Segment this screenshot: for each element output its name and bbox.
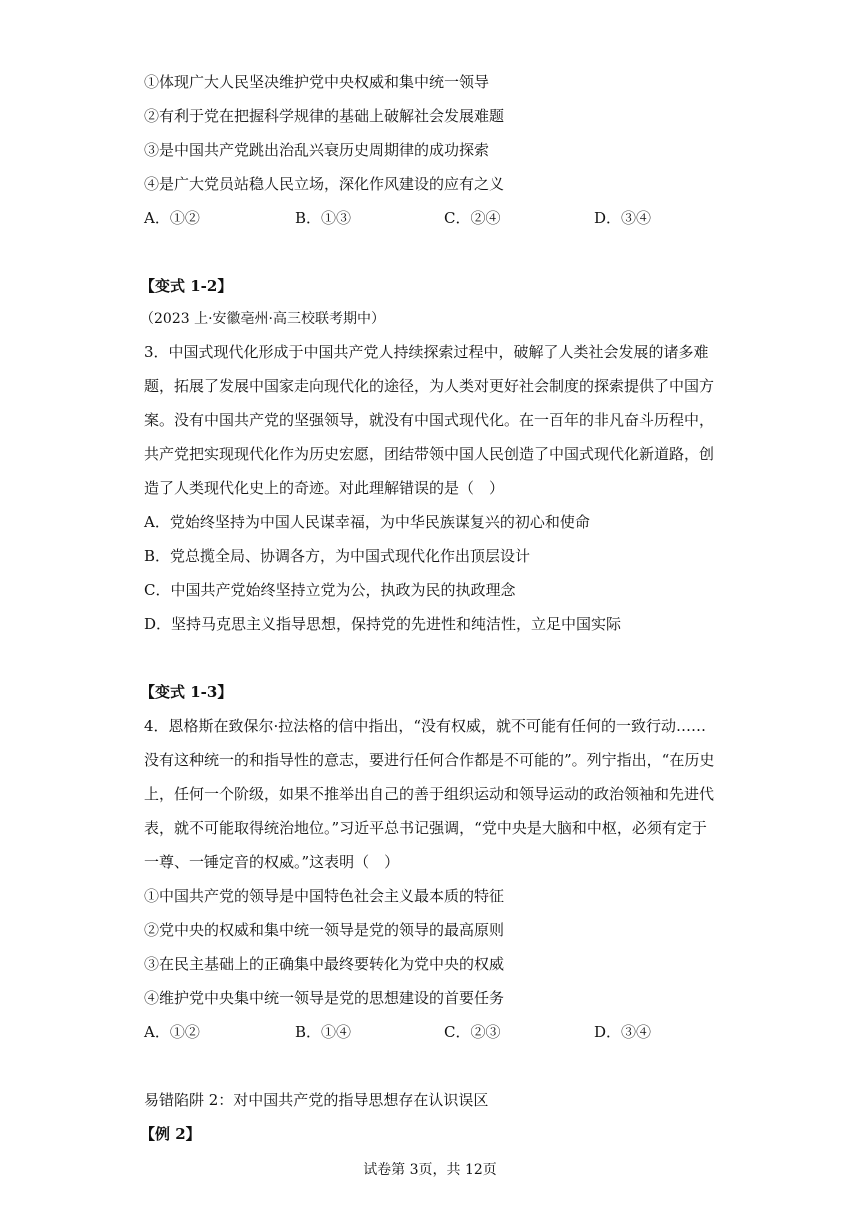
option-d: D．③④	[594, 1023, 652, 1041]
question-stem-line: 4．恩格斯在致保尔·拉法格的信中指出，“没有权威，就不可能有任何的一致行动……	[144, 717, 706, 735]
question-stem-line: 共产党把实现现代化作为历史宏愿，团结带领中国人民创造了中国式现代化新道路，创	[144, 445, 715, 463]
question-stem-line: 上，任何一个阶级，如果不推举出自己的善于组织运动和领导运动的政治领袖和先进代	[144, 785, 715, 803]
option-a: A．党始终坚持为中国人民谋幸福，为中华民族谋复兴的初心和使命	[144, 513, 590, 531]
option-b: B．党总揽全局、协调各方，为中国式现代化作出顶层设计	[144, 547, 531, 565]
variant-heading: 【变式 1-2】	[140, 277, 233, 295]
question-stem-line: 3．中国式现代化形成于中国共产党人持续探索过程中，破解了人类社会发展的诸多难	[144, 343, 709, 361]
question-stem-line: 一尊、一锤定音的权威。”这表明（ ）	[144, 853, 400, 871]
section-title: 易错陷阱 2：对中国共产党的指导思想存在认识误区	[144, 1091, 489, 1109]
option-a: A．①②	[144, 209, 200, 227]
statement-4: ④是广大党员站稳人民立场，深化作风建设的应有之义	[144, 175, 505, 193]
statement-3: ③是中国共产党跳出治乱兴衰历史周期律的成功探索	[144, 141, 490, 159]
statement-3: ③在民主基础上的正确集中最终要转化为党中央的权威	[144, 955, 505, 973]
question-stem-line: 没有这种统一的和指导性的意志，要进行任何合作都是不可能的”。列宁指出，“在历史	[144, 751, 715, 769]
statement-2: ②党中央的权威和集中统一领导是党的领导的最高原则	[144, 921, 505, 939]
option-c: C．②③	[444, 1023, 501, 1041]
option-b: B．①③	[295, 209, 352, 227]
example-heading: 【例 2】	[140, 1125, 201, 1143]
statement-1: ①体现广大人民坚决维护党中央权威和集中统一领导	[144, 73, 490, 91]
variant-heading: 【变式 1-3】	[140, 683, 233, 701]
option-b: B．①④	[295, 1023, 352, 1041]
statement-2: ②有利于党在把握科学规律的基础上破解社会发展难题	[144, 107, 505, 125]
option-c: C．中国共产党始终坚持立党为公，执政为民的执政理念	[144, 581, 516, 599]
page-footer: 试卷第 3页，共 12页	[363, 1162, 497, 1178]
option-d: D．③④	[594, 209, 652, 227]
question-stem-line: 表，就不可能取得统治地位。”习近平总书记强调，“党中央是大脑和中枢，必须有定于	[144, 819, 707, 837]
question-source: （2023 上·安徽亳州·高三校联考期中）	[140, 311, 385, 327]
option-c: C．②④	[444, 209, 501, 227]
option-a: A．①②	[144, 1023, 200, 1041]
question-stem-line: 造了人类现代化史上的奇迹。对此理解错误的是（ ）	[144, 479, 505, 497]
option-d: D．坚持马克思主义指导思想，保持党的先进性和纯洁性，立足中国实际	[144, 615, 622, 633]
statement-4: ④维护党中央集中统一领导是党的思想建设的首要任务	[144, 989, 505, 1007]
question-stem-line: 题，拓展了发展中国家走向现代化的途径，为人类对更好社会制度的探索提供了中国方	[144, 377, 715, 395]
statement-1: ①中国共产党的领导是中国特色社会主义最本质的特征	[144, 887, 505, 905]
question-stem-line: 案。没有中国共产党的坚强领导，就没有中国式现代化。在一百年的非凡奋斗历程中，	[144, 411, 715, 429]
